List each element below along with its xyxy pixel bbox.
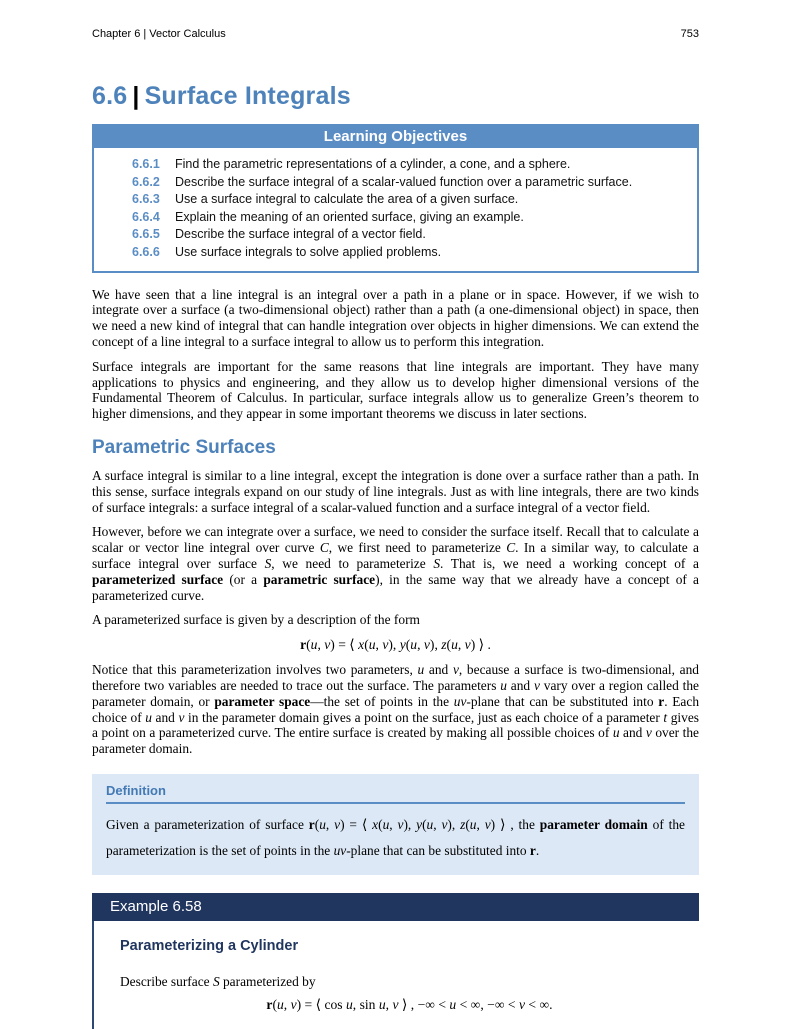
example-title: Parameterizing a Cylinder bbox=[120, 937, 299, 954]
example-box bbox=[92, 893, 699, 1029]
chapter-label: Chapter 6 | Vector Calculus bbox=[92, 28, 226, 40]
objective-number: 6.6.5 bbox=[132, 227, 160, 242]
section-title-text: Surface Integrals bbox=[144, 82, 351, 110]
learning-objectives-list bbox=[94, 148, 697, 271]
intro-paragraph-1: We have seen that a line integral is an integral over a path in a plane or in space. However, if we wish to integrate over a surface (a two-dimensional object) rather than a path (a one-dimensional object) in space, then we need a new kind of integral that can handle integration over objects in higher dimensions. We can extend the concept of a line integral to a surface integral to allow us to perform this integration. bbox=[92, 286, 699, 349]
learning-objectives-header: Learning Objectives bbox=[94, 126, 697, 148]
display-equation-r-uv: r(u, v) = ⟨ x(u, v), y(u, v), z(u, v) ⟩ . bbox=[300, 637, 491, 654]
objective-number: 6.6.2 bbox=[132, 174, 160, 189]
learning-objective-item bbox=[132, 209, 685, 227]
example-header: Example 6.58 bbox=[92, 893, 699, 921]
objective-number: 6.6.4 bbox=[132, 209, 160, 224]
learning-objective-item bbox=[132, 226, 685, 244]
learning-objective-item bbox=[132, 244, 685, 262]
objective-text: Use a surface integral to calculate the area of a given surface. bbox=[175, 192, 519, 207]
definition-rule bbox=[106, 802, 685, 804]
page-number: 753 bbox=[680, 28, 699, 40]
objective-text: Find the parametric representations of a cylinder, a cone, and a sphere. bbox=[175, 157, 571, 171]
definition-title: Definition bbox=[106, 782, 166, 798]
example-equation: r(u, v) = ⟨ cos u, sin u, v ⟩ , −∞ < u < ∞, −∞ < v < ∞. bbox=[266, 996, 553, 1013]
parametric-paragraph-1: A surface integral is similar to a line integral, except the integration is done over a surface rather than a path. In this sense, surface integrals expand on our study of line integrals. Just as with line integrals, there are two kinds of surface integrals: a surface integral of a scalar-valued function and a surface integral of a vector field. bbox=[92, 467, 699, 515]
title-separator: | bbox=[132, 82, 140, 110]
intro-paragraph-2: Surface integrals are important for the same reasons that line integrals are important. They have many applications to physics and engineering, and they allow us to develop higher dimensional versions of the Fundamental Theorem of Calculus. In particular, surface integrals allow us to generalize Green’s theorem to higher dimensions, and they appear in some important theorems we discuss in later sections. bbox=[92, 358, 699, 422]
learning-objectives-box bbox=[92, 124, 699, 273]
running-header bbox=[92, 28, 699, 40]
section-title bbox=[92, 82, 699, 111]
example-content bbox=[92, 921, 699, 1029]
example-body: Describe surface S parameterized by bbox=[120, 973, 316, 989]
objective-number: 6.6.6 bbox=[132, 244, 160, 259]
parametric-surfaces-heading: Parametric Surfaces bbox=[92, 436, 276, 458]
objective-number: 6.6.1 bbox=[132, 157, 160, 171]
learning-objective-item bbox=[132, 156, 685, 174]
parametric-paragraph-3: A parameterized surface is given by a description of the form bbox=[92, 612, 420, 628]
objective-text: Describe the surface integral of a scalar-valued function over a parametric surface. bbox=[175, 174, 633, 189]
objective-number: 6.6.3 bbox=[132, 192, 160, 207]
objective-text: Use surface integrals to solve applied problems. bbox=[175, 244, 442, 259]
definition-box bbox=[92, 774, 699, 875]
learning-objective-item bbox=[132, 191, 685, 209]
section-number: 6.6 bbox=[92, 82, 128, 110]
objective-text: Explain the meaning of an oriented surface, giving an example. bbox=[175, 209, 524, 224]
objective-text: Describe the surface integral of a vector field. bbox=[175, 227, 426, 242]
parametric-paragraph-4: Notice that this parameterization involves two parameters, u and v, because a surface is two-dimensional, and therefore two variables are needed to trace out the surface. The parameters u and v vary over a region called the parameter domain, or parameter space—the set of points in the uv-plane that can be substituted into r. Each choice of u and v in the parameter domain gives a point on the surface, just as each choice of a parameter t gives a point on a parameterized curve. The entire surface is created by making all possible choices of u and v over the parameter domain. bbox=[92, 662, 700, 757]
definition-body: Given a parameterization of surface r(u, v) = ⟨ x(u, v), y(u, v), z(u, v) ⟩ , the parameter domain of the parameterization is the set of points in the uv-plane that can be substituted into r. bbox=[106, 816, 686, 858]
parametric-paragraph-2: However, before we can integrate over a surface, we need to consider the surface itself. Recall that to calculate a scalar or vector line integral over curve C, we first need to parameterize C. In a similar way, to calculate a surface integral over surface S, we need to parameterize S. That is, we need a working concept of a parameterized surface (or a parametric surface), in the same way that we already have a concept of a parameterized curve. bbox=[92, 524, 700, 603]
learning-objective-item bbox=[132, 174, 685, 192]
